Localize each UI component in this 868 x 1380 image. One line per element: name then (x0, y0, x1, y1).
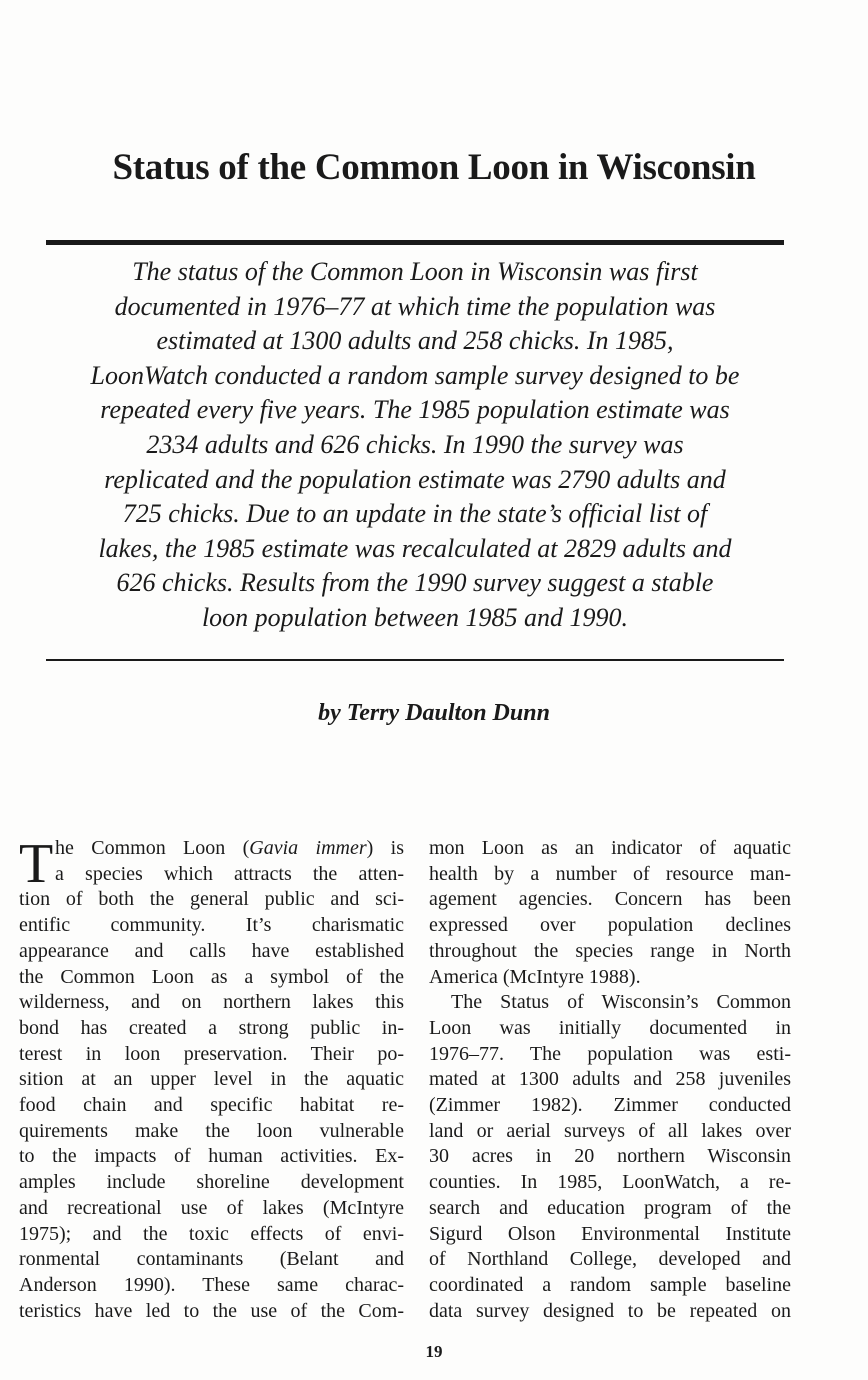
abstract-line: LoonWatch conducted a random sample survey designed to be (90, 360, 740, 390)
body-line: ronmental contaminants (Belant and (19, 1248, 404, 1271)
abstract-line: lakes, the 1985 estimate was recalculated at 2829 adults and (98, 533, 732, 563)
body-line: terest in loon preservation. Their po- (19, 1042, 404, 1065)
body-line: data survey designed to be repeated on (429, 1299, 791, 1322)
body-line: mon Loon as an indicator of aquatic (429, 837, 791, 859)
abstract-line: loon population between 1985 and 1990. (201, 602, 629, 632)
body-line: to the impacts of human activities. Ex- (19, 1145, 404, 1168)
body-line: teristics have led to the use of the Com- (19, 1299, 404, 1322)
body-line: counties. In 1985, LoonWatch, a re- (429, 1171, 791, 1194)
page-number: 19 (425, 1342, 443, 1361)
abstract-rule (46, 659, 784, 661)
body-line: a species which attracts the atten- (55, 862, 404, 885)
body-line: 1976–77. The population was esti- (429, 1042, 791, 1065)
body-line: and recreational use of lakes (McIntyre (19, 1196, 404, 1219)
body-column-left (19, 833, 404, 1324)
abstract-line: 626 chicks. Results from the 1990 survey suggest a stable (116, 568, 714, 598)
body-text: he Common Loon ( (55, 837, 250, 859)
body-line: 1975); and the toxic effects of envi- (19, 1222, 404, 1245)
body-line: 30 acres in 20 northern Wisconsin (429, 1145, 791, 1168)
title-rule (46, 240, 784, 245)
body-line: (Zimmer 1982). Zimmer conducted (429, 1094, 791, 1117)
abstract-line: 725 chicks. Due to an update in the state’s official list of (122, 499, 708, 529)
article-title: Status of the Common Loon in Wisconsin (112, 147, 756, 188)
body-line: health by a number of resource man- (429, 862, 791, 885)
body-line: Loon was initially documented in (429, 1016, 791, 1039)
body-line: mated at 1300 adults and 258 juveniles (429, 1068, 791, 1091)
body-line: coordinated a random sample baseline (429, 1273, 791, 1296)
body-line: throughout the species range in North (429, 939, 791, 962)
body-line: search and education program of the (429, 1196, 791, 1219)
body-line: entific community. It’s charismatic (19, 914, 404, 937)
author-byline: by Terry Daulton Dunn (318, 700, 550, 726)
body-column-right (429, 836, 791, 1324)
body-line: The Status of Wisconsin’s Common (451, 991, 791, 1014)
body-line: tion of both the general public and sci- (19, 888, 404, 911)
body-line: food chain and specific habitat re- (19, 1094, 404, 1117)
abstract-line: 2334 adults and 626 chicks. In 1990 the survey was (146, 429, 684, 459)
body-line: quirements make the loon vulnerable (19, 1119, 404, 1142)
body-line: wilderness, and on northern lakes this (19, 991, 404, 1014)
abstract-line: replicated and the population estimate was 2790 adults and (104, 464, 726, 494)
body-text: ) is (366, 837, 404, 859)
body-line: sition at an upper level in the aquatic (19, 1068, 404, 1091)
abstract-line: repeated every five years. The 1985 population estimate was (100, 395, 730, 425)
body-line (19, 836, 404, 862)
drop-cap: T (19, 833, 54, 895)
abstract (46, 255, 784, 636)
abstract-line: documented in 1976–77 at which time the population was (114, 291, 716, 321)
body-line: America (McIntyre 1988). (429, 965, 641, 988)
abstract-line: The status of the Common Loon in Wisconsin was first (132, 257, 698, 286)
body-line: appearance and calls have established (19, 939, 404, 962)
body-line: expressed over population declines (429, 914, 791, 937)
body-line: the Common Loon as a symbol of the (19, 965, 404, 988)
body-line: Sigurd Olson Environmental Institute (429, 1222, 791, 1245)
species-name: Gavia immer (249, 837, 367, 859)
body-line: Anderson 1990). These same charac- (19, 1273, 404, 1296)
body-line: bond has created a strong public in- (19, 1016, 404, 1039)
body-line: agement agencies. Concern has been (429, 888, 791, 911)
body-line: amples include shoreline development (19, 1171, 404, 1194)
body-line: land or aerial surveys of all lakes over (429, 1119, 791, 1142)
body-line: of Northland College, developed and (429, 1248, 791, 1271)
abstract-line: estimated at 1300 adults and 258 chicks. In 1985, (156, 326, 674, 356)
